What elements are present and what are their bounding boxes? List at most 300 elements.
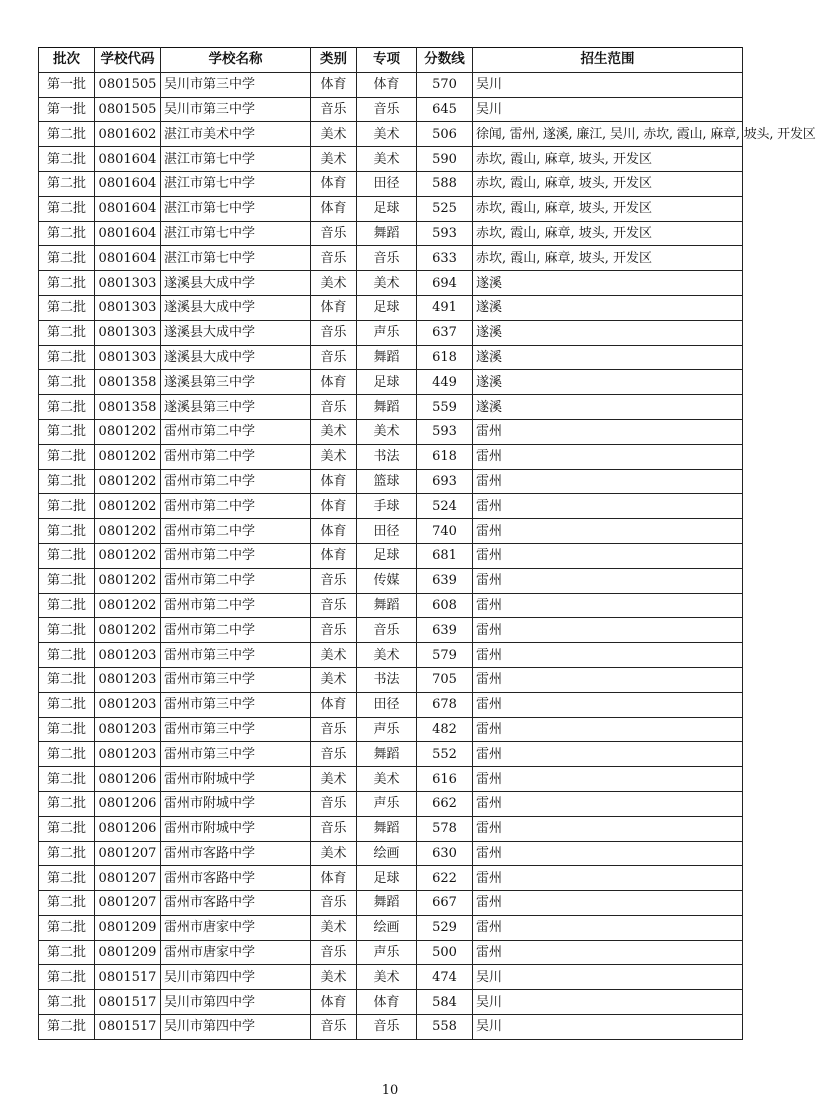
cell-school-code: 0801206 [95,816,161,841]
cell-cutoff-score: 693 [417,469,473,494]
cell-category: 音乐 [311,816,357,841]
cell-school-code: 0801202 [95,419,161,444]
cell-enrollment-scope: 遂溪 [473,345,743,370]
cell-batch: 第二批 [39,965,95,990]
cell-category: 音乐 [311,940,357,965]
table-row [39,767,743,792]
cell-school-code: 0801358 [95,395,161,420]
cell-school-code: 0801202 [95,593,161,618]
header-enrollment-scope: 招生范围 [473,48,743,73]
cell-batch: 第二批 [39,1015,95,1040]
cell-batch: 第二批 [39,370,95,395]
cell-school-name: 雷州市第三中学 [161,692,311,717]
cell-cutoff-score: 524 [417,494,473,519]
cell-school-code: 0801202 [95,618,161,643]
cell-school-code: 0801207 [95,841,161,866]
table-row [39,990,743,1015]
table-row [39,1015,743,1040]
cell-category: 体育 [311,370,357,395]
cell-school-code: 0801202 [95,469,161,494]
cell-specialty: 足球 [357,370,417,395]
cell-batch: 第二批 [39,171,95,196]
cell-batch: 第二批 [39,395,95,420]
cell-enrollment-scope: 雷州 [473,841,743,866]
cell-category: 音乐 [311,395,357,420]
cell-specialty: 体育 [357,990,417,1015]
cell-cutoff-score: 559 [417,395,473,420]
cell-category: 体育 [311,692,357,717]
table-row [39,543,743,568]
cell-batch: 第二批 [39,320,95,345]
cell-school-name: 雷州市附城中学 [161,791,311,816]
cell-category: 音乐 [311,246,357,271]
cell-batch: 第二批 [39,692,95,717]
cell-cutoff-score: 593 [417,419,473,444]
table-row [39,692,743,717]
cell-enrollment-scope: 雷州 [473,593,743,618]
table-row [39,97,743,122]
cell-batch: 第二批 [39,196,95,221]
cell-specialty: 声乐 [357,320,417,345]
table-row [39,915,743,940]
table-row [39,271,743,296]
table-row [39,246,743,271]
cell-cutoff-score: 474 [417,965,473,990]
cell-specialty: 舞蹈 [357,221,417,246]
cell-category: 体育 [311,494,357,519]
cell-category: 美术 [311,122,357,147]
cell-batch: 第二批 [39,568,95,593]
cell-cutoff-score: 678 [417,692,473,717]
cell-specialty: 美术 [357,965,417,990]
cell-batch: 第二批 [39,295,95,320]
cell-specialty: 舞蹈 [357,891,417,916]
cell-enrollment-scope: 吴川 [473,97,743,122]
cell-school-name: 雷州市第二中学 [161,568,311,593]
cell-enrollment-scope: 雷州 [473,791,743,816]
cell-cutoff-score: 616 [417,767,473,792]
cell-cutoff-score: 705 [417,667,473,692]
cell-school-name: 湛江市第七中学 [161,147,311,172]
cell-school-name: 雷州市第三中学 [161,667,311,692]
table-row [39,519,743,544]
table-row [39,568,743,593]
cell-enrollment-scope: 赤坎, 霞山, 麻章, 坡头, 开发区 [473,171,743,196]
cell-school-code: 0801604 [95,196,161,221]
cell-school-code: 0801203 [95,643,161,668]
cell-cutoff-score: 639 [417,568,473,593]
cell-cutoff-score: 449 [417,370,473,395]
cell-batch: 第二批 [39,221,95,246]
cell-batch: 第二批 [39,147,95,172]
cell-specialty: 体育 [357,72,417,97]
table-row [39,320,743,345]
table-row [39,940,743,965]
cell-school-name: 遂溪县大成中学 [161,271,311,296]
cell-category: 音乐 [311,891,357,916]
cell-enrollment-scope: 雷州 [473,543,743,568]
cell-school-name: 雷州市第二中学 [161,543,311,568]
cell-category: 体育 [311,72,357,97]
cell-cutoff-score: 578 [417,816,473,841]
cell-category: 音乐 [311,717,357,742]
cell-cutoff-score: 622 [417,866,473,891]
cell-batch: 第二批 [39,419,95,444]
cell-school-code: 0801203 [95,667,161,692]
table-header [39,48,743,73]
cell-school-code: 0801202 [95,519,161,544]
table-row [39,866,743,891]
cell-school-code: 0801602 [95,122,161,147]
cell-batch: 第二批 [39,469,95,494]
cell-school-name: 雷州市唐家中学 [161,940,311,965]
cell-batch: 第二批 [39,866,95,891]
header-specialty: 专项 [357,48,417,73]
cell-school-code: 0801206 [95,767,161,792]
cell-school-name: 雷州市附城中学 [161,816,311,841]
cell-cutoff-score: 740 [417,519,473,544]
cell-specialty: 美术 [357,271,417,296]
cell-specialty: 美术 [357,147,417,172]
cell-category: 音乐 [311,1015,357,1040]
cell-enrollment-scope: 雷州 [473,717,743,742]
table-row [39,469,743,494]
cell-batch: 第二批 [39,990,95,1015]
cell-specialty: 舞蹈 [357,742,417,767]
table-row [39,841,743,866]
cell-school-name: 雷州市客路中学 [161,891,311,916]
cell-school-code: 0801207 [95,891,161,916]
table-row [39,221,743,246]
cell-school-code: 0801203 [95,742,161,767]
cell-enrollment-scope: 遂溪 [473,320,743,345]
table-row [39,643,743,668]
cell-school-name: 雷州市附城中学 [161,767,311,792]
cell-school-name: 湛江市第七中学 [161,246,311,271]
cell-enrollment-scope: 吴川 [473,965,743,990]
cell-school-code: 0801209 [95,915,161,940]
cell-cutoff-score: 558 [417,1015,473,1040]
cell-batch: 第二批 [39,271,95,296]
cell-batch: 第二批 [39,643,95,668]
cell-category: 音乐 [311,568,357,593]
cell-cutoff-score: 590 [417,147,473,172]
cell-batch: 第二批 [39,667,95,692]
table-body [39,72,816,1039]
cell-category: 体育 [311,990,357,1015]
cell-enrollment-scope: 雷州 [473,891,743,916]
cell-enrollment-scope: 雷州 [473,444,743,469]
cell-school-name: 雷州市第二中学 [161,519,311,544]
cell-enrollment-scope: 吴川 [473,1015,743,1040]
cell-enrollment-scope: 徐闻, 雷州, 遂溪, 廉江, 吴川, 赤坎, 霞山, 麻章, 坡头, 开发区 [473,122,743,147]
cell-school-name: 吴川市第四中学 [161,965,311,990]
cell-school-name: 湛江市第七中学 [161,171,311,196]
cell-batch: 第二批 [39,915,95,940]
table-row [39,72,743,97]
cell-cutoff-score: 552 [417,742,473,767]
header-batch: 批次 [39,48,95,73]
cell-cutoff-score: 645 [417,97,473,122]
cell-enrollment-scope: 雷州 [473,419,743,444]
page-number: 10 [381,1083,399,1098]
cell-specialty: 传媒 [357,568,417,593]
cell-batch: 第二批 [39,791,95,816]
cell-specialty: 声乐 [357,940,417,965]
cell-category: 音乐 [311,742,357,767]
cell-enrollment-scope: 雷州 [473,866,743,891]
cell-school-name: 吴川市第四中学 [161,1015,311,1040]
cell-school-code: 0801505 [95,97,161,122]
cell-category: 音乐 [311,618,357,643]
table-row [39,717,743,742]
cell-school-name: 遂溪县第三中学 [161,370,311,395]
cell-enrollment-scope: 雷州 [473,618,743,643]
cell-specialty: 田径 [357,519,417,544]
header-row [39,48,743,73]
table-row [39,618,743,643]
cell-cutoff-score: 694 [417,271,473,296]
cell-specialty: 音乐 [357,1015,417,1040]
table-row [39,791,743,816]
cell-specialty: 美术 [357,122,417,147]
cell-batch: 第二批 [39,494,95,519]
cell-batch: 第二批 [39,345,95,370]
cell-category: 体育 [311,196,357,221]
cell-school-name: 雷州市第二中学 [161,469,311,494]
cell-specialty: 音乐 [357,246,417,271]
cell-cutoff-score: 667 [417,891,473,916]
cell-specialty: 篮球 [357,469,417,494]
cell-enrollment-scope: 赤坎, 霞山, 麻章, 坡头, 开发区 [473,246,743,271]
cell-cutoff-score: 633 [417,246,473,271]
cell-enrollment-scope: 吴川 [473,72,743,97]
cell-enrollment-scope: 雷州 [473,519,743,544]
cell-specialty: 舞蹈 [357,345,417,370]
cell-cutoff-score: 681 [417,543,473,568]
cell-school-code: 0801505 [95,72,161,97]
cell-batch: 第二批 [39,940,95,965]
cell-school-code: 0801604 [95,147,161,172]
table-row [39,419,743,444]
cell-school-name: 湛江市第七中学 [161,196,311,221]
table-row [39,742,743,767]
cell-school-code: 0801202 [95,444,161,469]
cell-enrollment-scope: 雷州 [473,494,743,519]
cell-school-name: 雷州市第三中学 [161,717,311,742]
cell-category: 体育 [311,295,357,320]
cell-specialty: 音乐 [357,618,417,643]
cell-category: 音乐 [311,320,357,345]
cell-school-name: 雷州市第二中学 [161,494,311,519]
cell-school-code: 0801604 [95,171,161,196]
cell-enrollment-scope: 吴川 [473,990,743,1015]
cell-specialty: 音乐 [357,97,417,122]
cell-batch: 第一批 [39,72,95,97]
cell-batch: 第一批 [39,97,95,122]
cell-school-name: 雷州市客路中学 [161,841,311,866]
cell-school-name: 遂溪县第三中学 [161,395,311,420]
cell-cutoff-score: 500 [417,940,473,965]
cell-category: 体育 [311,469,357,494]
cell-specialty: 足球 [357,866,417,891]
cell-school-code: 0801517 [95,965,161,990]
cell-category: 美术 [311,915,357,940]
cell-batch: 第二批 [39,543,95,568]
cell-category: 美术 [311,444,357,469]
cell-school-name: 遂溪县大成中学 [161,345,311,370]
cell-specialty: 书法 [357,667,417,692]
cell-school-code: 0801203 [95,692,161,717]
cell-enrollment-scope: 雷州 [473,915,743,940]
cell-category: 音乐 [311,791,357,816]
header-category: 类别 [311,48,357,73]
cell-cutoff-score: 491 [417,295,473,320]
table-row [39,295,743,320]
cell-school-name: 雷州市第三中学 [161,643,311,668]
cell-category: 美术 [311,271,357,296]
cell-specialty: 足球 [357,196,417,221]
cell-cutoff-score: 639 [417,618,473,643]
cell-specialty: 绘画 [357,841,417,866]
cell-cutoff-score: 588 [417,171,473,196]
cell-category: 体育 [311,171,357,196]
cell-enrollment-scope: 赤坎, 霞山, 麻章, 坡头, 开发区 [473,147,743,172]
cell-cutoff-score: 608 [417,593,473,618]
cell-specialty: 书法 [357,444,417,469]
cell-school-code: 0801303 [95,295,161,320]
cell-category: 美术 [311,419,357,444]
cell-school-code: 0801202 [95,568,161,593]
cell-school-name: 湛江市第七中学 [161,221,311,246]
cell-batch: 第二批 [39,618,95,643]
cell-school-code: 0801517 [95,1015,161,1040]
cell-category: 体育 [311,866,357,891]
cell-cutoff-score: 584 [417,990,473,1015]
cell-batch: 第二批 [39,816,95,841]
cell-category: 美术 [311,965,357,990]
cell-specialty: 田径 [357,171,417,196]
cell-school-code: 0801206 [95,791,161,816]
cell-enrollment-scope: 雷州 [473,816,743,841]
cell-enrollment-scope: 遂溪 [473,395,743,420]
cell-school-code: 0801517 [95,990,161,1015]
cell-batch: 第二批 [39,519,95,544]
table-row [39,395,743,420]
cell-category: 音乐 [311,221,357,246]
cell-school-name: 雷州市客路中学 [161,866,311,891]
cell-cutoff-score: 630 [417,841,473,866]
cell-school-name: 雷州市第二中学 [161,618,311,643]
cell-batch: 第二批 [39,444,95,469]
cell-school-code: 0801303 [95,320,161,345]
table-row [39,816,743,841]
cell-enrollment-scope: 雷州 [473,940,743,965]
table-row [39,122,743,147]
cell-category: 美术 [311,643,357,668]
cell-enrollment-scope: 雷州 [473,568,743,593]
header-cutoff-score: 分数线 [417,48,473,73]
cell-enrollment-scope: 遂溪 [473,370,743,395]
cell-batch: 第二批 [39,122,95,147]
cell-school-name: 吴川市第三中学 [161,72,311,97]
cell-specialty: 足球 [357,543,417,568]
cell-cutoff-score: 570 [417,72,473,97]
cell-specialty: 舞蹈 [357,816,417,841]
cell-category: 音乐 [311,345,357,370]
cell-school-name: 雷州市第二中学 [161,419,311,444]
table-row [39,494,743,519]
cell-specialty: 美术 [357,419,417,444]
cell-specialty: 声乐 [357,717,417,742]
cell-category: 体育 [311,543,357,568]
cell-batch: 第二批 [39,717,95,742]
cell-category: 音乐 [311,593,357,618]
table-row [39,171,743,196]
cell-cutoff-score: 593 [417,221,473,246]
cell-enrollment-scope: 雷州 [473,692,743,717]
cell-enrollment-scope: 遂溪 [473,271,743,296]
cell-batch: 第二批 [39,742,95,767]
cell-category: 美术 [311,147,357,172]
cell-specialty: 舞蹈 [357,593,417,618]
cell-school-code: 0801604 [95,246,161,271]
cell-enrollment-scope: 遂溪 [473,295,743,320]
cell-enrollment-scope: 雷州 [473,742,743,767]
cell-category: 美术 [311,667,357,692]
cell-specialty: 美术 [357,767,417,792]
table-row [39,147,743,172]
table-row [39,667,743,692]
cell-batch: 第二批 [39,593,95,618]
cell-cutoff-score: 529 [417,915,473,940]
cell-school-code: 0801203 [95,717,161,742]
table-row [39,345,743,370]
cell-specialty: 舞蹈 [357,395,417,420]
cell-school-code: 0801604 [95,221,161,246]
cell-batch: 第二批 [39,246,95,271]
cell-specialty: 声乐 [357,791,417,816]
cell-specialty: 田径 [357,692,417,717]
cell-school-name: 湛江市美术中学 [161,122,311,147]
cell-category: 体育 [311,519,357,544]
table-row [39,891,743,916]
cell-school-code: 0801303 [95,345,161,370]
cell-enrollment-scope: 雷州 [473,667,743,692]
cell-school-name: 雷州市唐家中学 [161,915,311,940]
cell-cutoff-score: 506 [417,122,473,147]
cell-cutoff-score: 482 [417,717,473,742]
cell-batch: 第二批 [39,891,95,916]
cell-school-code: 0801207 [95,866,161,891]
table-row [39,593,743,618]
header-school-code: 学校代码 [95,48,161,73]
cell-school-name: 雷州市第二中学 [161,593,311,618]
cell-enrollment-scope: 雷州 [473,469,743,494]
cell-enrollment-scope: 雷州 [473,643,743,668]
cell-cutoff-score: 525 [417,196,473,221]
table-row [39,965,743,990]
cell-cutoff-score: 618 [417,444,473,469]
cell-specialty: 绘画 [357,915,417,940]
cell-enrollment-scope: 赤坎, 霞山, 麻章, 坡头, 开发区 [473,221,743,246]
cell-school-name: 吴川市第三中学 [161,97,311,122]
cell-school-code: 0801202 [95,494,161,519]
cell-enrollment-scope: 雷州 [473,767,743,792]
cell-category: 音乐 [311,97,357,122]
cell-specialty: 美术 [357,643,417,668]
cell-batch: 第二批 [39,767,95,792]
